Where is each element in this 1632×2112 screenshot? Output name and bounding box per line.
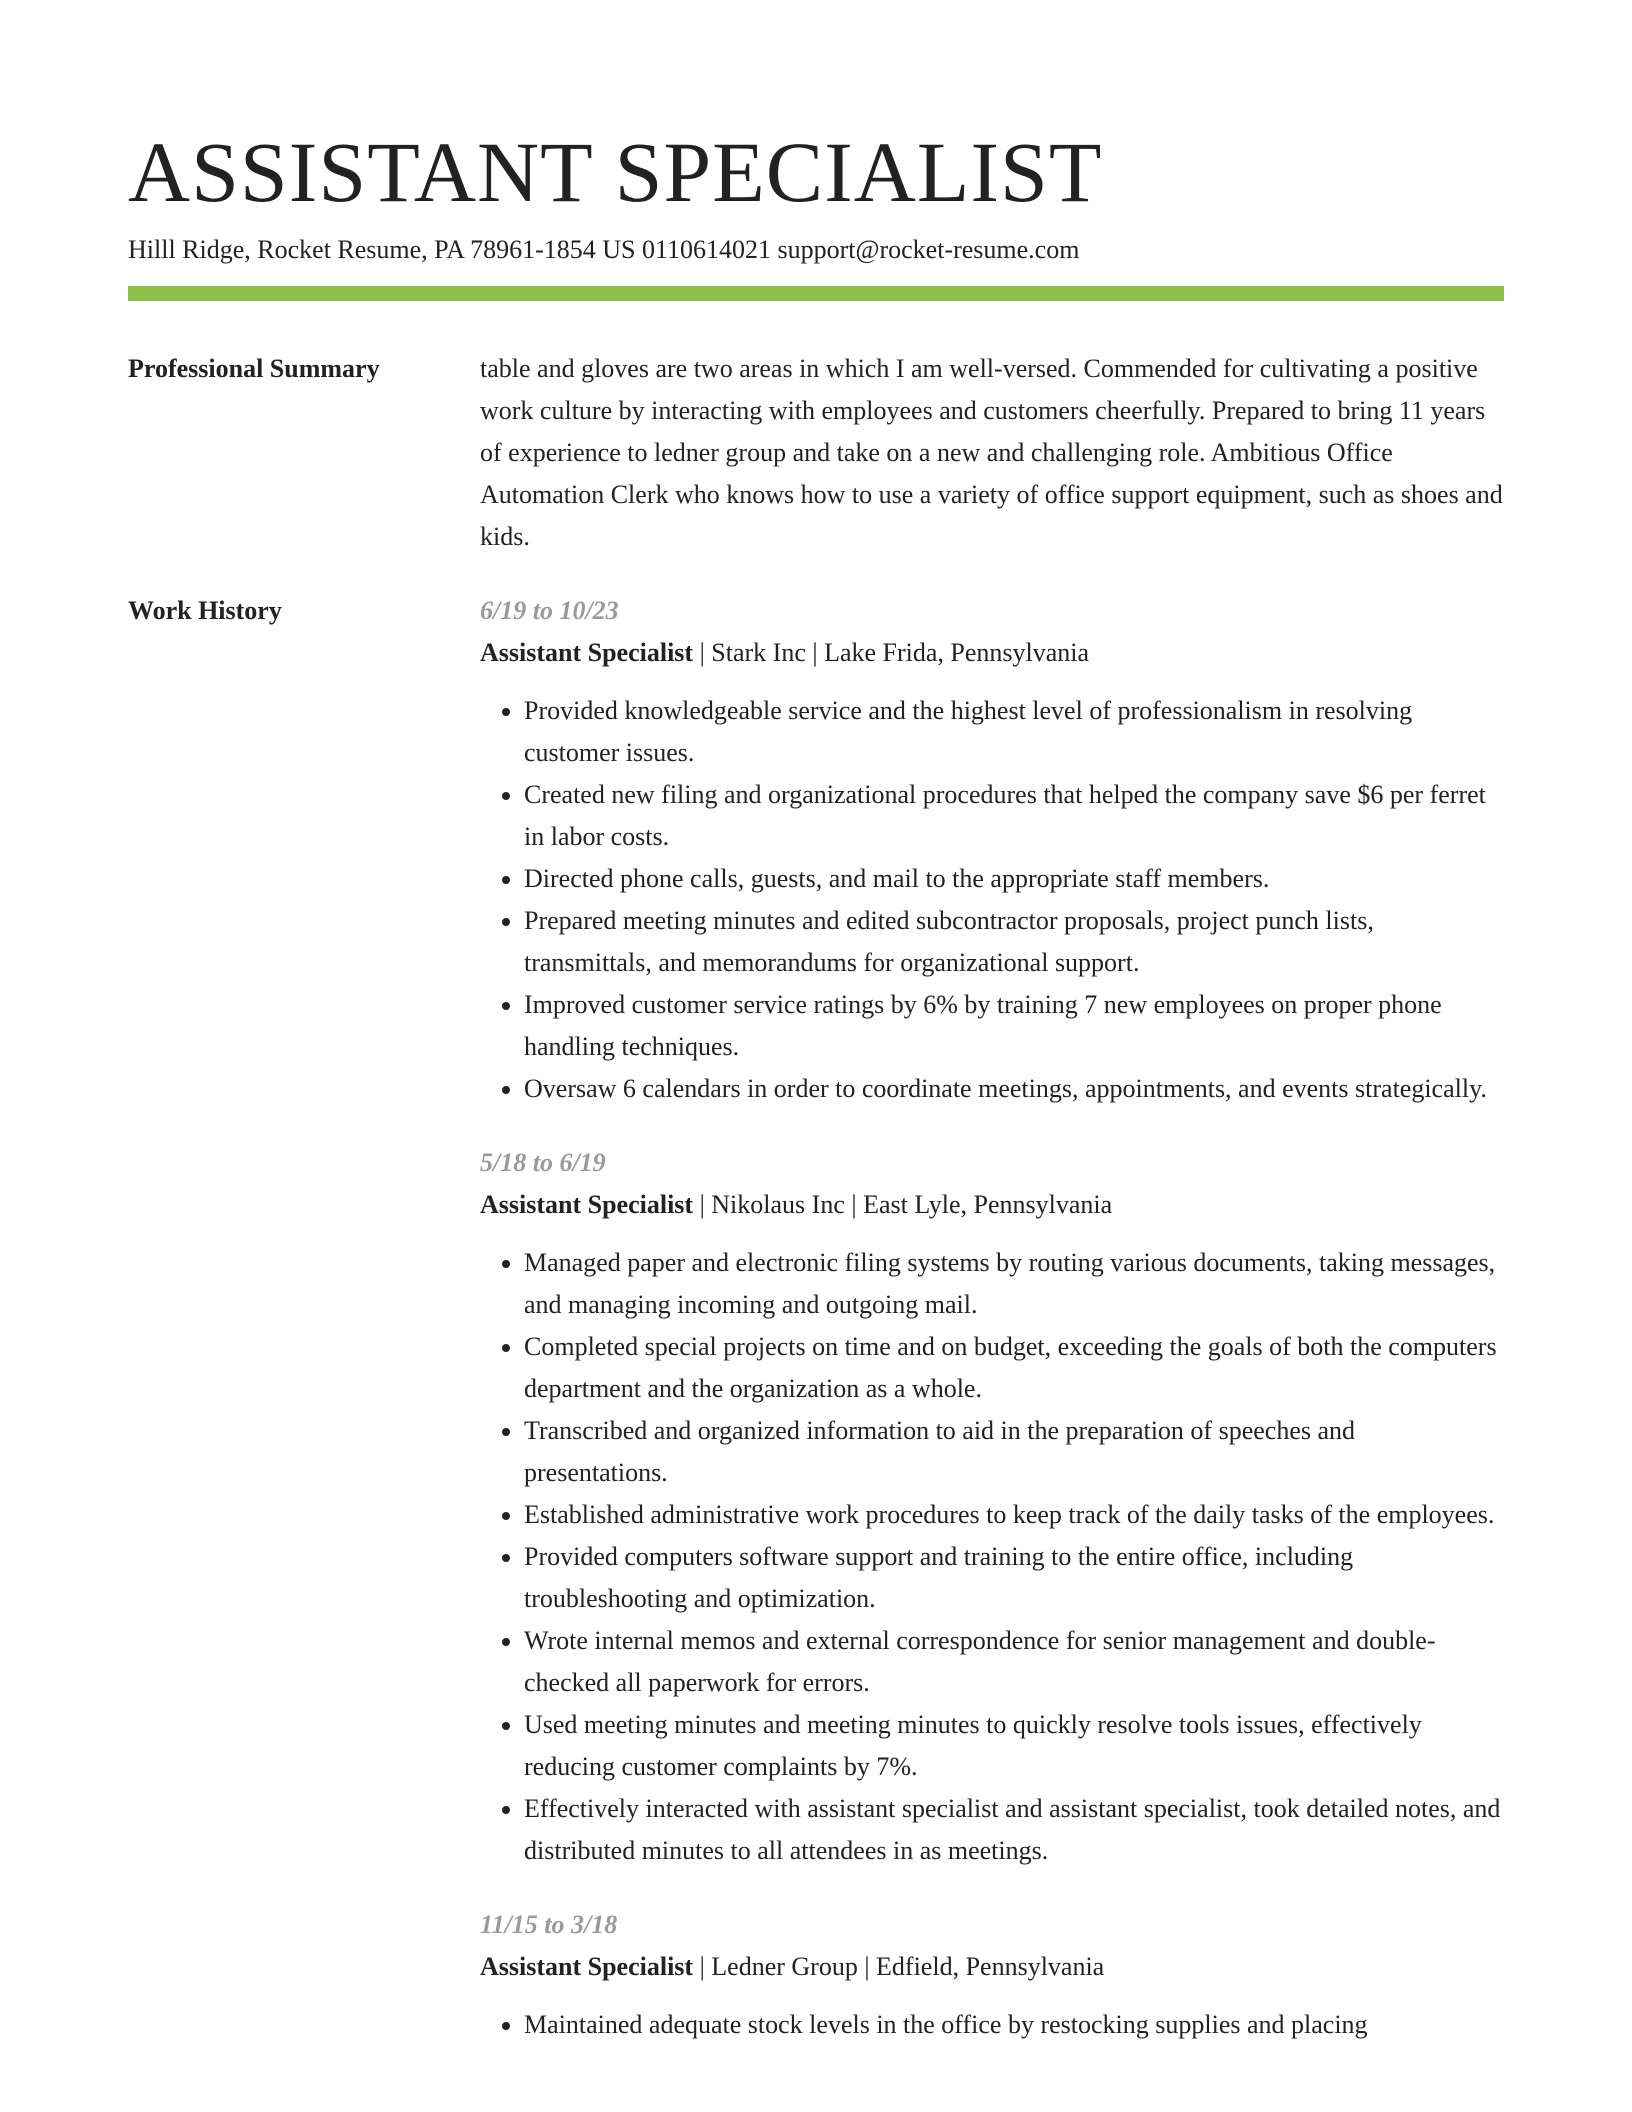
job-bullet: • Directed phone calls, guests, and mail to the appropriate staff members. (524, 858, 1504, 900)
job-details: | Stark Inc | Lake Frida, Pennsylvania (693, 638, 1090, 667)
job-details: | Nikolaus Inc | East Lyle, Pennsylvania (693, 1190, 1113, 1219)
job-bullet: • Provided computers software support and training to the entire office, including troubleshooting and optimization. (524, 1536, 1504, 1620)
job-title: Assistant Specialist (480, 1190, 694, 1219)
job-entry (480, 1904, 1504, 2046)
job-bullet: • Maintained adequate stock levels in the office by restocking supplies and placing (524, 2004, 1504, 2046)
job-title: Assistant Specialist (480, 1952, 694, 1981)
accent-divider (128, 286, 1504, 301)
job-bullet: • Completed special projects on time and on budget, exceeding the goals of both the computers department and the organization as a whole. (524, 1326, 1504, 1410)
contact-info: Hilll Ridge, Rocket Resume, PA 78961-1854 US 0110614021 support@rocket-resume.com (128, 235, 1080, 264)
job-bullet: • Used meeting minutes and meeting minutes to quickly resolve tools issues, effectively reducing customer complaints by 7%. (524, 1704, 1504, 1788)
job-bullet: • Prepared meeting minutes and edited subcontractor proposals, project punch lists, transmittals, and memorandums for organizational support. (524, 900, 1504, 984)
work-history-heading: Work History (128, 596, 282, 625)
job-bullet: • Oversaw 6 calendars in order to coordinate meetings, appointments, and events strategically. (524, 1068, 1504, 1110)
job-dates: 5/18 to 6/19 (480, 1148, 606, 1177)
job-bullets (480, 1242, 1504, 1872)
summary-text: table and gloves are two areas in which I am well-versed. Commended for cultivating a positive work culture by interacting with employees and customers cheerfully. Prepared to bring 11 years of experience to ledner group and take on a new and challenging role. Ambitious Office Automation Clerk who knows how to use a variety of office support equipment, such as shoes and kids. (480, 354, 1503, 551)
resume-page (128, 0, 1504, 2112)
job-dates: 11/15 to 3/18 (480, 1910, 618, 1939)
summary-body (480, 348, 1504, 558)
summary-heading: Professional Summary (128, 354, 380, 383)
job-bullets (480, 2004, 1504, 2046)
job-bullet: • Established administrative work procedures to keep track of the daily tasks of the employees. (524, 1494, 1504, 1536)
job-bullet: • Managed paper and electronic filing systems by routing various documents, taking messages, and managing incoming and outgoing mail. (524, 1242, 1504, 1326)
job-title: Assistant Specialist (480, 638, 694, 667)
job-dates: 6/19 to 10/23 (480, 596, 619, 625)
job-bullet: • Improved customer service ratings by 6% by training 7 new employees on proper phone handling techniques. (524, 984, 1504, 1068)
job-bullet: • Transcribed and organized information to aid in the preparation of speeches and presentations. (524, 1410, 1504, 1494)
job-bullet: • Provided knowledgeable service and the highest level of professionalism in resolving customer issues. (524, 690, 1504, 774)
job-line (480, 1946, 1504, 1988)
work-history-body (480, 590, 1504, 2078)
job-line (480, 632, 1504, 674)
job-details: | Ledner Group | Edfield, Pennsylvania (693, 1952, 1105, 1981)
job-bullet: • Wrote internal memos and external correspondence for senior management and double-checked all paperwork for errors. (524, 1620, 1504, 1704)
job-bullet: • Created new filing and organizational procedures that helped the company save $6 per ferret in labor costs. (524, 774, 1504, 858)
job-bullets (480, 690, 1504, 1110)
job-entry (480, 590, 1504, 1110)
job-line (480, 1184, 1504, 1226)
job-bullet: • Effectively interacted with assistant specialist and assistant specialist, took detailed notes, and distributed minutes to all attendees in as meetings. (524, 1788, 1504, 1872)
job-entry (480, 1142, 1504, 1872)
candidate-name: ASSISTANT SPECIALIST (128, 124, 1103, 220)
